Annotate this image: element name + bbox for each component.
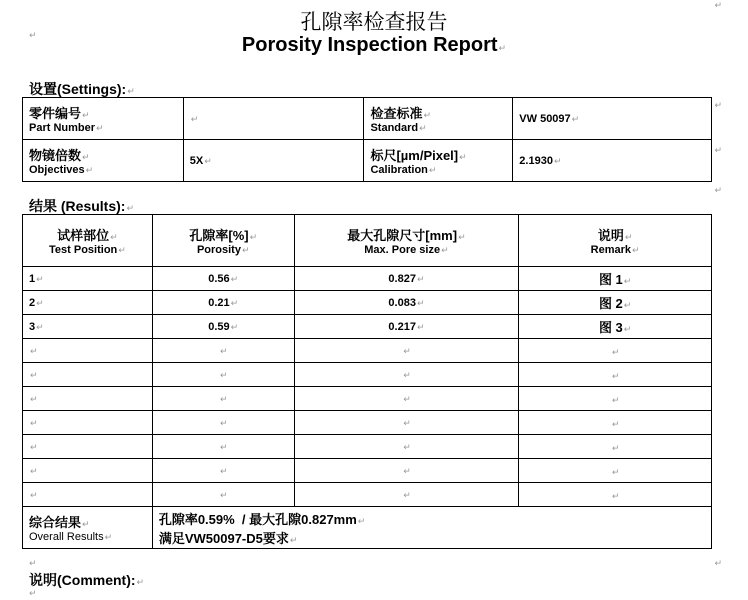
porosity-value: 0.21 ↵ — [208, 297, 238, 309]
table-row — [23, 411, 712, 435]
table-row — [23, 363, 712, 387]
test-position-value — [29, 369, 38, 381]
max-pore-size-value — [402, 393, 411, 405]
cell-remark[interactable] — [519, 291, 712, 315]
header-max-pore-size: 最大孔隙尺寸[mm] ↵ Max. Pore size ↵ — [294, 215, 519, 267]
cell-test-position[interactable] — [23, 291, 153, 315]
cell-test-position[interactable] — [23, 339, 153, 363]
cell-test-position[interactable] — [23, 387, 153, 411]
comment-heading: 说明(Comment): ↵ — [29, 570, 144, 590]
overall-results-row — [23, 507, 712, 549]
part-number-value[interactable] — [183, 98, 364, 140]
cell-test-position[interactable] — [23, 315, 153, 339]
porosity-value — [219, 417, 228, 429]
remark-value: 图 3 ↵ — [599, 320, 631, 335]
cell-porosity[interactable] — [152, 459, 294, 483]
max-pore-size-value — [402, 489, 411, 501]
table-row — [23, 267, 712, 291]
cell-max-pore-size[interactable] — [294, 315, 519, 339]
test-position-value: 1 ↵ — [29, 273, 44, 285]
max-pore-size-value: 0.827 ↵ — [388, 273, 424, 285]
cell-remark[interactable] — [519, 267, 712, 291]
overall-results-value[interactable]: 孔隙率0.59% / 最大孔隙0.827mm ↵ 满足VW50097-D5要求 ↵ — [152, 507, 711, 549]
cell-porosity[interactable] — [152, 411, 294, 435]
test-position-value — [29, 417, 38, 429]
table-row — [23, 291, 712, 315]
cell-remark[interactable] — [519, 387, 712, 411]
cell-test-position[interactable] — [23, 483, 153, 507]
cell-porosity[interactable] — [152, 339, 294, 363]
test-position-value: 2 ↵ — [29, 297, 44, 309]
remark-value — [611, 415, 620, 430]
cell-max-pore-size[interactable] — [294, 411, 519, 435]
porosity-value — [219, 489, 228, 501]
table-row — [23, 459, 712, 483]
objectives-label: 物镜倍数 ↵ Objectives ↵ — [23, 140, 184, 182]
max-pore-size-value: 0.083 ↵ — [388, 297, 424, 309]
cell-max-pore-size[interactable] — [294, 291, 519, 315]
cell-max-pore-size[interactable] — [294, 387, 519, 411]
objectives-value[interactable]: 5X ↵ — [183, 140, 364, 182]
remark-value — [611, 487, 620, 502]
remark-value — [611, 463, 620, 478]
calibration-value[interactable]: 2.1930 ↵ — [513, 140, 712, 182]
cell-porosity[interactable] — [152, 483, 294, 507]
settings-heading: 设置(Settings): ↵ — [29, 79, 135, 99]
test-position-value — [29, 489, 38, 501]
porosity-value: 0.59 ↵ — [208, 321, 238, 333]
part-number-label: 零件编号 ↵ Part Number ↵ — [23, 98, 184, 140]
title-english: Porosity Inspection Report ↵ — [0, 34, 748, 57]
calibration-label: 标尺[µm/Pixel] ↵ Calibration ↵ — [364, 140, 513, 182]
cell-remark[interactable] — [519, 459, 712, 483]
cell-porosity[interactable] — [152, 387, 294, 411]
cell-test-position[interactable] — [23, 411, 153, 435]
results-heading: 结果 (Results): ↵ — [29, 196, 134, 216]
cell-remark[interactable] — [519, 339, 712, 363]
remark-value — [611, 343, 620, 358]
cell-max-pore-size[interactable] — [294, 459, 519, 483]
porosity-value — [219, 441, 228, 453]
cell-porosity[interactable] — [152, 363, 294, 387]
porosity-value — [219, 369, 228, 381]
cell-test-position[interactable] — [23, 363, 153, 387]
test-position-value — [29, 393, 38, 405]
max-pore-size-value — [402, 345, 411, 357]
max-pore-size-value — [402, 417, 411, 429]
remark-value: 图 1 ↵ — [599, 272, 631, 287]
porosity-value: 0.56 ↵ — [208, 273, 238, 285]
results-header-row — [23, 215, 712, 267]
cell-remark[interactable] — [519, 483, 712, 507]
cell-max-pore-size[interactable] — [294, 363, 519, 387]
cell-porosity[interactable] — [152, 291, 294, 315]
cell-porosity[interactable] — [152, 267, 294, 291]
table-row — [23, 315, 712, 339]
header-remark: 说明 ↵ Remark ↵ — [519, 215, 712, 267]
test-position-value — [29, 465, 38, 477]
porosity-value — [219, 345, 228, 357]
standard-label: 检查标准 ↵ Standard ↵ — [364, 98, 513, 140]
cell-test-position[interactable] — [23, 267, 153, 291]
remark-value — [611, 439, 620, 454]
test-position-value — [29, 441, 38, 453]
cell-max-pore-size[interactable] — [294, 435, 519, 459]
title-chinese: 孔隙率检查报告 — [300, 11, 448, 34]
max-pore-size-value — [402, 465, 411, 477]
porosity-value — [219, 393, 228, 405]
cell-test-position[interactable] — [23, 459, 153, 483]
cell-max-pore-size[interactable] — [294, 267, 519, 291]
cell-max-pore-size[interactable] — [294, 339, 519, 363]
results-table — [22, 214, 712, 549]
cell-remark[interactable] — [519, 435, 712, 459]
table-row — [23, 387, 712, 411]
cell-porosity[interactable] — [152, 315, 294, 339]
cell-remark[interactable] — [519, 411, 712, 435]
cell-max-pore-size[interactable] — [294, 483, 519, 507]
header-porosity: 孔隙率[%] ↵ Porosity ↵ — [152, 215, 294, 267]
test-position-value — [29, 345, 38, 357]
cell-remark[interactable] — [519, 315, 712, 339]
remark-value: 图 2 ↵ — [599, 296, 631, 311]
porosity-value — [219, 465, 228, 477]
settings-table — [22, 97, 712, 182]
remark-value — [611, 391, 620, 406]
header-test-position: 试样部位 ↵ Test Position ↵ — [23, 215, 153, 267]
max-pore-size-value: 0.217 ↵ — [388, 321, 424, 333]
cell-porosity[interactable] — [152, 435, 294, 459]
table-row — [23, 483, 712, 507]
remark-value — [611, 367, 620, 382]
max-pore-size-value — [402, 441, 411, 453]
test-position-value: 3 ↵ — [29, 321, 44, 333]
overall-results-label: 综合结果 ↵ Overall Results ↵ — [23, 507, 153, 549]
cell-remark[interactable] — [519, 363, 712, 387]
table-row — [23, 435, 712, 459]
standard-value[interactable]: VW 50097 ↵ — [513, 98, 712, 140]
table-row — [23, 339, 712, 363]
cell-test-position[interactable] — [23, 435, 153, 459]
max-pore-size-value — [402, 369, 411, 381]
